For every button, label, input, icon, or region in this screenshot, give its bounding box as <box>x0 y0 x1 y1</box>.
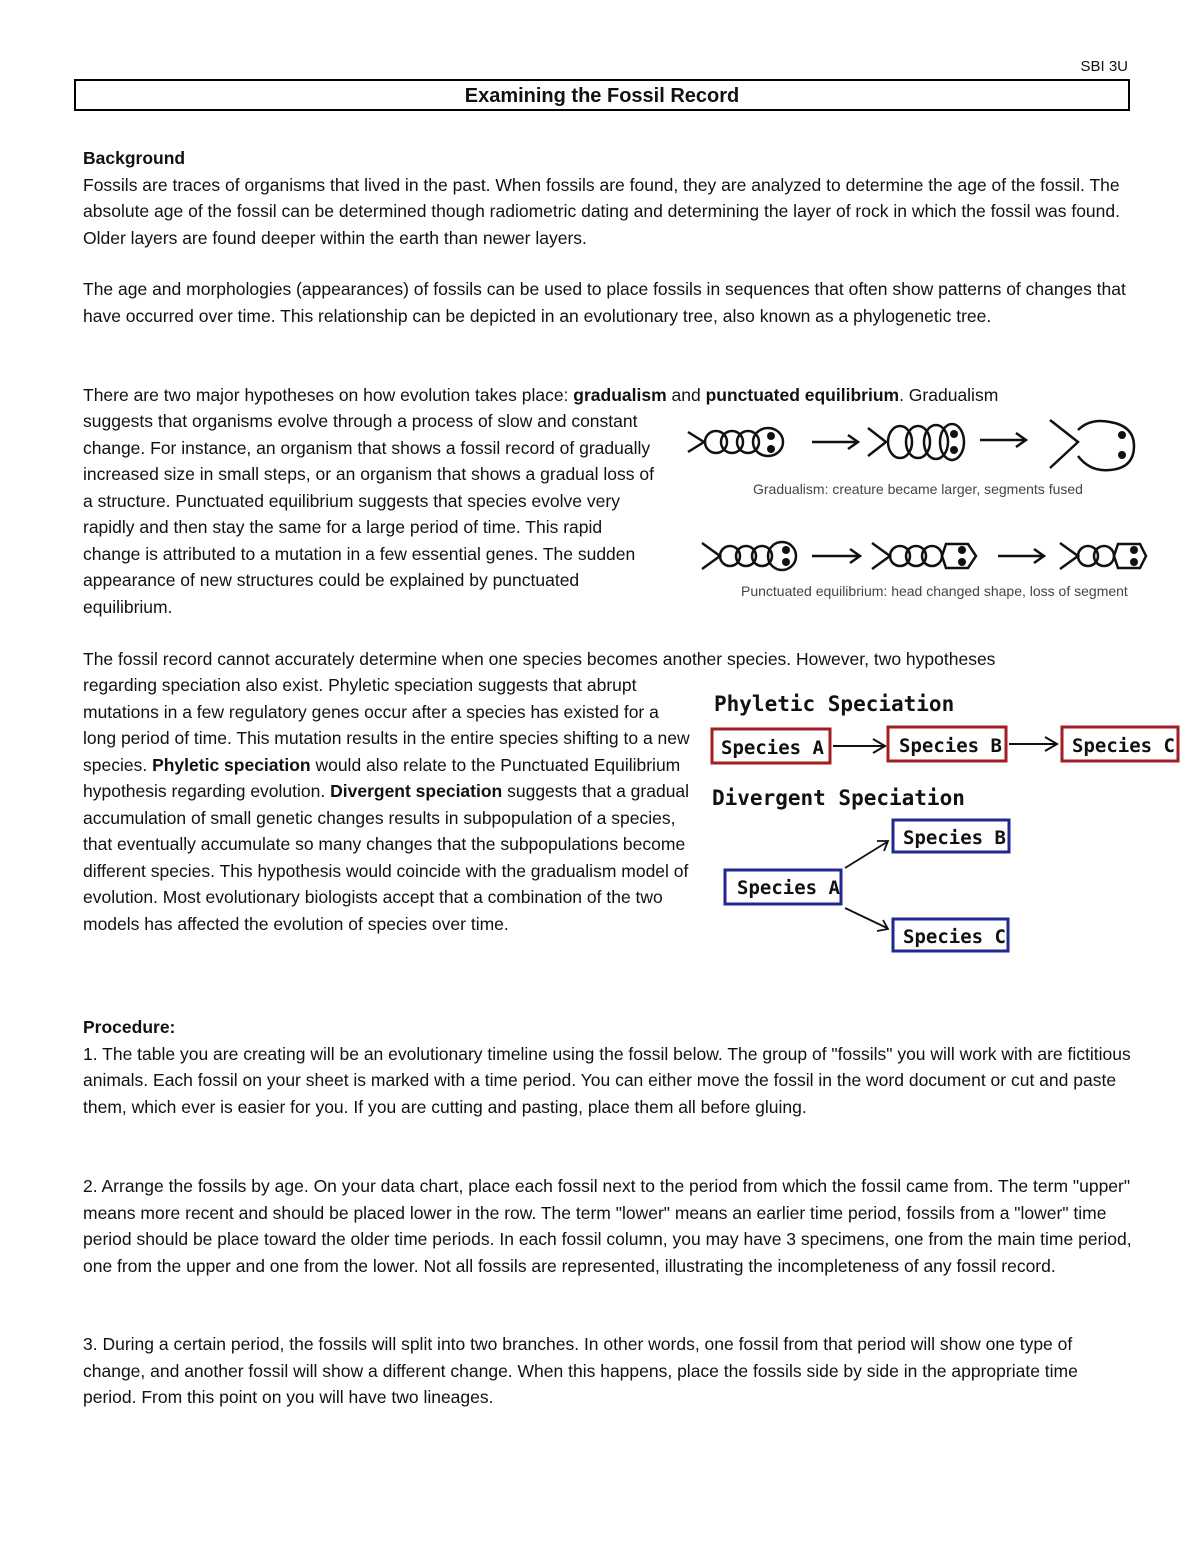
background-paragraph-1: Fossils are traces of organisms that lived in the past. When fossils are found, they are analyzed to determine the age of the fossil. The absolute age of the fossil can be determined though radiometric dating and determining the layer of rock in which the fossil was found. Older layers are found deeper within the earth than newer layers. <box>83 174 1120 248</box>
background-paragraph-4-body <box>83 672 693 937</box>
procedure-step-3 <box>83 1331 1133 1411</box>
punctuated-creatures <box>702 542 1146 570</box>
background-paragraph-3-body: suggests that organisms evolve through a process of slow and constant change. For instance, an organism that shows a fossil record of gradually increased size in small steps, or an organism that shows a gradual loss of a structure. Punctuated equilibrium suggests that species evolve very rapidly and then stay the same for a large period of time. This rapid change is attributed to a mutation in a few essential genes. The sudden appearance of new structures could be explained by punctuated equilibrium. <box>83 411 654 617</box>
divergent-label-a: Species A <box>737 877 840 899</box>
step-2-number: 2. <box>83 1176 98 1196</box>
p4-body-b: would also relate to the Punctuated Equilibrium hypothesis regarding evolution. <box>83 754 681 801</box>
evolution-models-figure <box>680 410 1150 610</box>
p4-body-c: suggests that a gradual accumulation of small genetic changes results in subpopulation of a species, that eventually accumulate so many changes that the subpopulations become different species. This hypothesis would coincide with the gradualism model of evolution. Most evolutionary biologists accept that a combination of the two models has affected the evolution of species over time. <box>83 781 690 934</box>
p3-intro: There are two major hypotheses on how evolution takes place: <box>83 385 574 405</box>
background-paragraph-2: The age and morphologies (appearances) of fossils can be used to place fossils in sequences that often show patterns of changes that have occurred over time. This relationship can be depicted in an evolutionary tree, also known as a phylogenetic tree. <box>83 279 1126 326</box>
phyletic-label-a: Species A <box>721 737 824 759</box>
term-punctuated-equilibrium: punctuated equilibrium <box>705 385 900 405</box>
background-paragraph-4-top: The fossil record cannot accurately determine when one species becomes another species. However, two hypotheses <box>83 649 996 669</box>
phyletic-arrow-1 <box>833 739 885 753</box>
step-1-number: 1. <box>83 1043 98 1064</box>
background-heading: Background <box>83 148 186 168</box>
background-section <box>83 145 1133 251</box>
page-title: Examining the Fossil Record <box>74 79 1130 111</box>
phyletic-heading: Phyletic Speciation <box>714 692 955 716</box>
punctuated-caption: Punctuated equilibrium: head changed shape, loss of segment <box>741 583 1128 599</box>
divergent-heading: Divergent Speciation <box>712 786 965 810</box>
procedure-section <box>83 1014 1133 1120</box>
background-paragraph-3-top <box>83 382 1133 409</box>
divergent-label-c: Species C <box>903 926 1006 948</box>
step-3-text: During a certain period, the fossils will split into two branches. In other words, one fossil from that period will show one type of change, and another fossil will show a different change. When this happens, place the fossils side by side in the appropriate time period. From this point on you will have two lineages. <box>83 1334 1078 1407</box>
procedure-step-2 <box>83 1173 1133 1279</box>
speciation-figure <box>705 684 1185 959</box>
term-divergent-speciation: Divergent speciation <box>330 781 503 801</box>
divergent-arrow-down <box>845 908 888 931</box>
divergent-label-b: Species B <box>903 827 1006 849</box>
term-phyletic-speciation: Phyletic speciation <box>152 754 311 775</box>
gradualism-caption: Gradualism: creature became larger, segments fused <box>753 481 1083 497</box>
divergent-arrow-up <box>845 841 888 868</box>
term-gradualism: gradualism <box>573 385 667 405</box>
step-3-number: 3. <box>83 1334 98 1354</box>
phyletic-label-c: Species C <box>1072 735 1175 757</box>
p3-and: and <box>666 385 706 405</box>
phyletic-arrow-2 <box>1009 737 1057 751</box>
step-2-text: Arrange the fossils by age. On your data chart, place each fossil next to the period from which the fossil came from. The term "upper" means more recent and should be placed lower in the row. The term "lower" means an earlier time period, fossils from a "lower" time period should be place toward the older time periods. In each fossil column, you may have 3 specimens, one from the main time period, one from the upper and one from the lower. Not all fossils are represented, illustrating the incompleteness of any fossil record. <box>83 1176 1132 1276</box>
step-1-text: The table you are creating will be an evolutionary timeline using the fossil below. The group of "fossils" you will work with are fictitious animals. Each fossil on your sheet is marked with a time period. You can either move the fossil in the word document or cut and paste them, which ever is easier for you. If you are cutting and pasting, place them all before gluing. <box>83 1043 1131 1117</box>
course-code: SBI 3U <box>1080 58 1128 75</box>
phyletic-label-b: Species B <box>899 735 1002 757</box>
p3-rest-top: . Gradualism <box>899 385 999 405</box>
procedure-heading: Procedure: <box>83 1017 176 1037</box>
p4-body-a: regarding speciation also exist. Phyletic speciation suggests that abrupt mutations in a few regulatory genes occur after a species has existed for a long period of time. This mutation results in the entire species shifting to a new species. <box>83 675 690 775</box>
gradualism-creatures <box>688 420 1134 470</box>
